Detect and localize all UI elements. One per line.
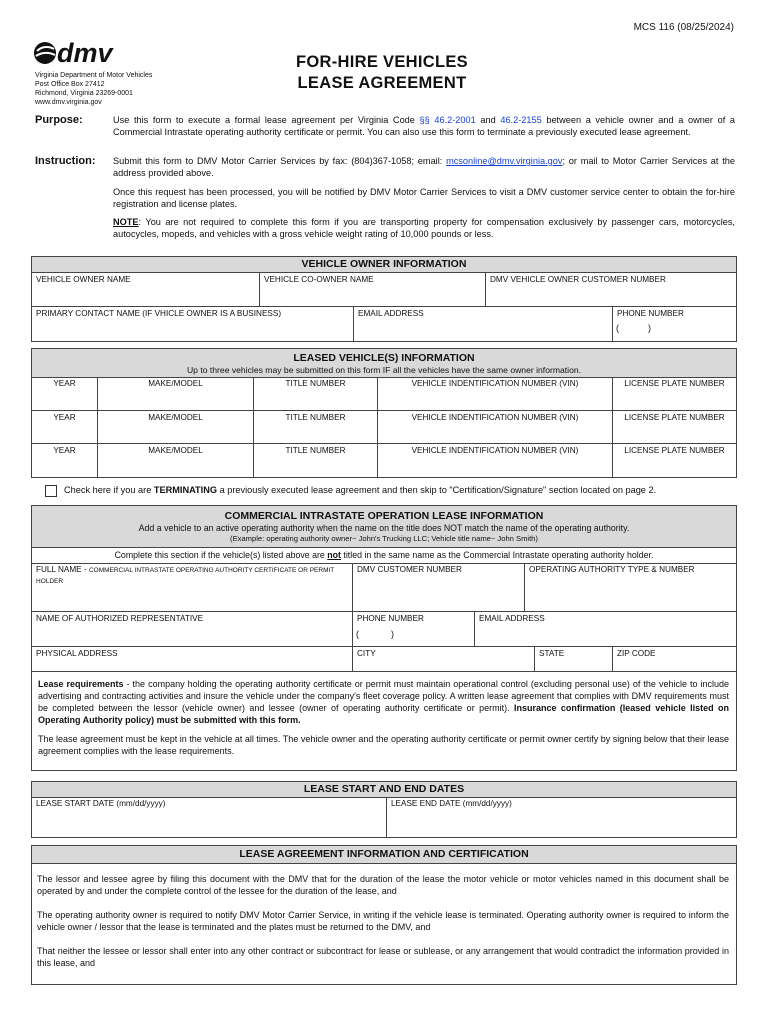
- lease-start-date-field[interactable]: LEASE START DATE (mm/dd/yyyy): [36, 799, 166, 808]
- commercial-title: COMMERCIAL INTRASTATE OPERATION LEASE INFORMATION: [224, 510, 544, 522]
- vehicle-2-title-number-field[interactable]: TITLE NUMBER: [253, 410, 377, 443]
- lease-requirements-box: [31, 672, 737, 771]
- agreement-para-1: The lessor and lessee agree by filing this document with the DMV that for the duration of the lease the motor vehicle or motor vehicles named in this document shall be operated by and under the complete control of the lessee for the duration of the lease, and: [37, 874, 729, 896]
- agreement-para-3: That neither the lessee or lessor shall enter into any other contract or subcontract for lease or sublease, or any arrangement that would contradict the information provided in this lease, and: [37, 946, 729, 968]
- vehicle-2-license-plate-field[interactable]: LICENSE PLATE NUMBER: [612, 410, 736, 443]
- commercial-subtitle: Add a vehicle to an active operating authority when the name on the title does NOT match the name of the operating authority.: [138, 523, 630, 533]
- complete-section-note: Complete this section if the vehicle(s) listed above are not titled in the same name as the Commercial Intrastate operating authority holder.: [32, 548, 736, 564]
- owner-info-section: [31, 256, 737, 342]
- physical-address-field[interactable]: PHYSICAL ADDRESS: [32, 646, 352, 671]
- leased-vehicles-section: [31, 348, 737, 478]
- vehicle-2-year-field[interactable]: YEAR: [32, 410, 97, 443]
- city-field[interactable]: CITY: [352, 646, 534, 671]
- form-id: MCS 116 (08/25/2024): [633, 22, 734, 33]
- vehicle-2-make-model-field[interactable]: MAKE/MODEL: [97, 410, 253, 443]
- lease-end-date-field[interactable]: LEASE END DATE (mm/dd/yyyy): [386, 797, 736, 837]
- commercial-phone-field[interactable]: PHONE NUMBER ( ): [352, 611, 474, 646]
- terminating-checkbox[interactable]: [45, 485, 57, 497]
- vehicle-3-license-plate-field[interactable]: LICENSE PLATE NUMBER: [612, 443, 736, 477]
- authorized-rep-field[interactable]: NAME OF AUTHORIZED REPRESENTATIVE: [32, 611, 352, 646]
- agreement-para-2: The operating authority owner is required to notify DMV Motor Carrier Service, in writing if the vehicle lease is terminated. Operating authority owner is required to inform the vehicle owner / lessor that the lease is terminated and the plates must be returned to the DMV, and: [37, 910, 729, 932]
- owner-email-field[interactable]: EMAIL ADDRESS: [353, 306, 612, 341]
- vehicle-owner-name-field[interactable]: VEHICLE OWNER NAME: [32, 272, 259, 306]
- full-name-field[interactable]: FULL NAME - COMMERCIAL INTRASTATE OPERATING AUTHORITY CERTIFICATE OR PERMIT HOLDER: [36, 565, 335, 585]
- commercial-customer-number-field[interactable]: DMV CUSTOMER NUMBER: [352, 563, 524, 611]
- vehicle-3-make-model-field[interactable]: MAKE/MODEL: [97, 443, 253, 477]
- vehicle-3-vin-field[interactable]: VEHICLE INDENTIFICATION NUMBER (VIN): [377, 443, 612, 477]
- authority-type-field[interactable]: OPERATING AUTHORITY TYPE & NUMBER: [524, 563, 736, 611]
- agreement-title: LEASE AGREEMENT INFORMATION AND CERTIFICATION: [32, 846, 736, 864]
- lease-requirements-text: Lease requirements - the company holding the operating authority certificate or permit must maintain operational control (excluding personal use) of the vehicle to include advertising and contracting activities and insure the vehicle under the company's fleet coverage policy. A written lease agreement that complies with DMV requirements must be completed between the lessor (vehicle owner) and lessee (owner of operating authority certificate or permit). Insurance confirmation (leased vehicle listed on Operating Authority policy) must be submitted with this form.: [38, 679, 729, 725]
- form-title: FOR-HIRE VEHICLES LEASE AGREEMENT: [296, 53, 468, 92]
- vehicle-1-vin-field[interactable]: VEHICLE INDENTIFICATION NUMBER (VIN): [377, 377, 612, 410]
- zip-field[interactable]: ZIP CODE: [612, 646, 736, 671]
- primary-contact-field[interactable]: PRIMARY CONTACT NAME (IF VHICLE OWNER IS A BUSINESS): [32, 306, 353, 341]
- instruction-text: Submit this form to DMV Motor Carrier Services by fax: (804)367-1058; email: mcsonline@dmv.virginia.gov; or mail to Motor Carrier Services at the address provided above.: [113, 156, 735, 178]
- note-text: NOTE: You are not required to complete this form if you are transporting property for compensation exclusively by passenger cars, motorcycles, autocycles, mopeds, and vehicles with a gross vehicle weight rating of 10,000 pounds or less.: [113, 217, 735, 239]
- lease-keep-text: The lease agreement must be kept in the vehicle at all times. The vehicle owner and the operating authority certificate or permit owner certify by signing below that their lease agreement complies with the lease requirements.: [38, 734, 729, 756]
- agency-address: Virginia Department of Motor Vehicles Post Office Box 27412 Richmond, Virginia 23269-0001 www.dmv.virginia.gov: [35, 72, 153, 106]
- agreement-section: [31, 845, 737, 985]
- owner-info-title: VEHICLE OWNER INFORMATION: [32, 257, 736, 273]
- vehicle-1-year-field[interactable]: YEAR: [53, 379, 76, 388]
- purpose-text: Use this form to execute a formal lease agreement per Virginia Code §§ 46.2-2001 and 46.2-2155 between a vehicle owner and a owner of a Commercial Intrastate operating authority certificate or permit. You can also use this form to terminate a previously executed lease agreement.: [113, 115, 735, 137]
- leased-vehicles-title: LEASED VEHICLE(S) INFORMATION: [293, 352, 475, 364]
- terminating-label: Check here if you are TERMINATING a previously executed lease agreement and then skip to "Certification/Signature" section located on page 2.: [64, 485, 657, 495]
- purpose-label: Purpose:: [35, 114, 83, 126]
- email-link[interactable]: mcsonline@dmv.virginia.gov: [446, 156, 563, 166]
- vehicle-2-vin-field[interactable]: VEHICLE INDENTIFICATION NUMBER (VIN): [377, 410, 612, 443]
- vehicle-1-license-plate-field[interactable]: LICENSE PLATE NUMBER: [612, 377, 736, 410]
- leased-vehicles-subtitle: Up to three vehicles may be submitted on this form IF all the vehicles have the same owner information.: [186, 365, 582, 375]
- vehicle-1-title-number-field[interactable]: TITLE NUMBER: [253, 377, 377, 410]
- commercial-section: [31, 505, 737, 672]
- instruction-label: Instruction:: [35, 155, 96, 167]
- commercial-email-field[interactable]: EMAIL ADDRESS: [474, 611, 736, 646]
- vehicle-3-year-field[interactable]: YEAR: [32, 443, 97, 477]
- code-link-2[interactable]: 46.2-2155: [500, 115, 542, 125]
- lease-dates-section: [31, 781, 737, 838]
- dmv-logo: [33, 40, 133, 66]
- owner-customer-number-field[interactable]: DMV VEHICLE OWNER CUSTOMER NUMBER: [485, 272, 736, 306]
- vehicle-1-make-model-field[interactable]: MAKE/MODEL: [97, 377, 253, 410]
- vehicle-3-title-number-field[interactable]: TITLE NUMBER: [253, 443, 377, 477]
- code-link-1[interactable]: §§ 46.2-2001: [419, 115, 476, 125]
- commercial-example: (Example: operating authority owner~ John's Trucking LLC; Vehicle title name~ John Smith): [230, 534, 538, 543]
- state-field[interactable]: STATE: [534, 646, 612, 671]
- owner-phone-field[interactable]: PHONE NUMBER ( ): [612, 306, 736, 341]
- vehicle-coowner-name-field[interactable]: VEHICLE CO-OWNER NAME: [259, 272, 485, 306]
- lease-dates-title: LEASE START AND END DATES: [32, 782, 736, 798]
- processing-text: Once this request has been processed, you will be notified by DMV Motor Carrier Services to visit a DMV customer service center to obtain the for-hire registration and license plates.: [113, 187, 735, 209]
- logo-text: dmv: [57, 40, 113, 66]
